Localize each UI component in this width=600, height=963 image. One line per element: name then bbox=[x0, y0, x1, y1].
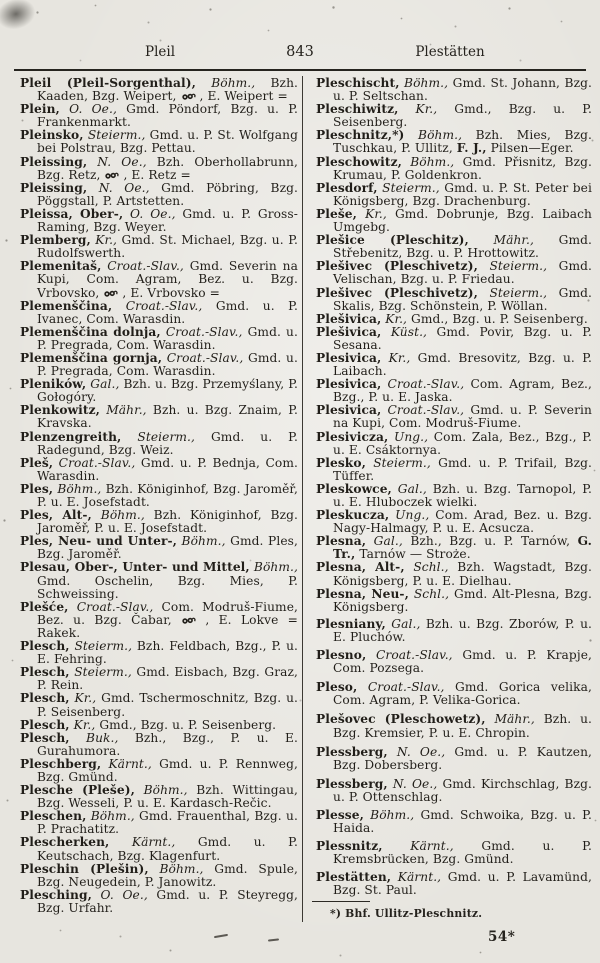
entry-region-abbrev: Croat.-Slav., bbox=[112, 298, 203, 313]
entry-region-abbrev: Croat.-Slav., bbox=[53, 455, 136, 470]
gazetteer-entry bbox=[20, 758, 298, 784]
entry-region-abbrev: Mähr., bbox=[468, 233, 534, 248]
entry-details: Gmd. Střebenitz, Bzg. u. P. Hrottowitz. bbox=[333, 233, 593, 261]
post-horn-icon bbox=[181, 92, 196, 101]
entry-details: Bzh. Königinhof, Bzg. Jaroměř, P. u. E. Josefstadt. bbox=[37, 481, 298, 509]
entry-details: Gmd. u. P. Steyregg, Bzg. Urfahr. bbox=[37, 887, 298, 915]
gazetteer-entry bbox=[20, 889, 298, 915]
gazetteer-entry bbox=[20, 260, 298, 299]
entry-name: Plesko, bbox=[316, 455, 366, 470]
gazetteer-entry bbox=[20, 732, 298, 758]
entry-name: Plesdorf, bbox=[316, 180, 378, 195]
gazetteer-entry bbox=[316, 746, 592, 772]
gazetteer-entry bbox=[316, 352, 592, 378]
entry-region-abbrev: Böhm., bbox=[86, 809, 135, 824]
entry-details: Gmd. u. P. Gross-Raming, Bzg. Weyer. bbox=[37, 206, 298, 235]
gazetteer-entry bbox=[20, 640, 298, 666]
entry-details: Bzh., Bzg. u. P. Tarnów, bbox=[402, 534, 578, 549]
entry-region-abbrev: Croat.-Slav., bbox=[381, 403, 465, 418]
gazetteer-entry bbox=[316, 260, 592, 286]
entry-details: Gmd. Schwoika, Bzg. u. P. Haida. bbox=[333, 807, 592, 836]
entry-region-abbrev: O. Oe., bbox=[91, 887, 148, 902]
gazetteer-entry bbox=[316, 404, 592, 430]
gazetteer-entry bbox=[316, 509, 592, 535]
entry-name: Pleschnitz,*) bbox=[316, 128, 405, 143]
entry-region-abbrev: Croat.-Slav., bbox=[101, 259, 184, 274]
entry-region-abbrev: Kärnt., bbox=[109, 835, 176, 850]
gazetteer-entry bbox=[316, 483, 592, 509]
entry-details: Bzh., Bzg., P. u. E. Gurahumora. bbox=[37, 730, 298, 758]
gazetteer-entry bbox=[20, 156, 298, 182]
entry-details: Bzh. Wittingau, Bzg. Wesseli, P. u. E. Kardasch-Rečic. bbox=[37, 783, 298, 811]
entry-details: Gmd. St. Johann, Bzg. u. P. Seltschan. bbox=[333, 76, 592, 104]
page-number: 843 bbox=[286, 44, 314, 60]
entry-region-abbrev: Schl., bbox=[408, 586, 450, 601]
entry-details: Com. Modruš-Fiume, Bez. u. Bzg. Čabar, bbox=[37, 599, 298, 627]
entry-name: Plestätten, bbox=[316, 870, 392, 885]
entry-name: Pleso, bbox=[316, 680, 358, 695]
gazetteer-entry bbox=[20, 208, 298, 234]
entry-name: Plešovec (Pleschowetz), bbox=[316, 712, 486, 727]
post-horn-icon bbox=[104, 171, 119, 180]
gazetteer-entry bbox=[20, 404, 298, 430]
entry-region-abbrev: Kärnt., bbox=[391, 870, 442, 885]
entry-name: Plesch, bbox=[20, 665, 70, 680]
entry-name: Plesch, bbox=[20, 717, 70, 732]
gazetteer-entry bbox=[316, 840, 592, 866]
gazetteer-entry bbox=[316, 588, 592, 614]
entry-details: , E. Lokve = Rakek. bbox=[37, 612, 298, 640]
entry-details: Gmd. Přisnitz, Bzg. Krumau, P. Goldenkron. bbox=[333, 154, 592, 182]
entry-name: Plemberg, bbox=[20, 233, 91, 248]
entry-region-abbrev: Buk., bbox=[69, 730, 119, 745]
entry-details: Gmd. Povir, Bzg. u. P. Sesana. bbox=[333, 324, 592, 352]
entry-name: Plesivicza, bbox=[316, 429, 389, 444]
entry-name: Pleskowce, bbox=[316, 481, 392, 496]
entry-region-abbrev: Mähr., bbox=[485, 712, 535, 727]
gazetteer-entry bbox=[316, 182, 592, 208]
entry-region-abbrev: Gal., bbox=[86, 377, 120, 392]
entry-details: Gmd. Eisbach, Bzg. Graz, P. Rein. bbox=[37, 665, 298, 693]
gazetteer-entry bbox=[20, 326, 298, 352]
gazetteer-entry bbox=[316, 535, 592, 561]
entry-name: Plessberg, bbox=[316, 744, 388, 759]
entry-region-abbrev: Böhm., bbox=[399, 76, 449, 90]
entry-details: Gmd. Pöndorf, Bzg. u. P. Frankenmarkt. bbox=[37, 102, 298, 130]
entry-region-abbrev: Steierm., bbox=[121, 429, 195, 444]
entry-region-abbrev: Böhm., bbox=[176, 534, 226, 549]
entry-region-abbrev: N. Oe., bbox=[87, 154, 147, 169]
entry-details: , E. Weipert = bbox=[199, 89, 288, 104]
entry-name: Pleschberg, bbox=[20, 756, 102, 771]
footnote-rule bbox=[312, 901, 370, 902]
entry-name: Plessnitz, bbox=[316, 839, 383, 854]
entry-name: Plešivec (Pleschivetz), bbox=[316, 259, 478, 274]
entry-name: Plesna, bbox=[316, 534, 367, 549]
gazetteer-entry bbox=[20, 784, 298, 810]
gazetteer-entry bbox=[20, 457, 298, 483]
gazetteer-entry bbox=[316, 809, 592, 835]
entry-region-abbrev: Kr., bbox=[398, 102, 438, 117]
entry-details: Bzh. u. Bzg. Kremsier, P. u. E. Chropin. bbox=[333, 712, 593, 740]
entry-details: Gmd. u. P. St. Peter bei Königsberg, Bzg. Drachenburg. bbox=[333, 180, 592, 208]
entry-details: Gmd. Kirchschlag, Bzg. u. P. Ottenschlag. bbox=[333, 776, 592, 804]
entry-details: Gmd. u. P. Pregrada, Com. Warasdin. bbox=[37, 350, 298, 379]
gazetteer-entry bbox=[316, 561, 592, 587]
gazetteer-entry bbox=[20, 692, 298, 718]
gazetteer-entry bbox=[20, 535, 298, 561]
entry-details: Gmd. u. P. Rennweg, Bzg. Gmünd. bbox=[37, 756, 298, 784]
entry-name: Pleschischt, bbox=[316, 76, 400, 90]
entry-region-abbrev: Kärnt., bbox=[101, 756, 152, 771]
entry-name: Ples, Neu- und Unter-, bbox=[20, 534, 177, 549]
entry-details: Gmd. Severin na Kupi, Com. Agram, Bez. u. Bzg. Vrbovsko, bbox=[37, 259, 298, 300]
scan-smudge-top-left bbox=[0, 0, 46, 40]
header-rule bbox=[14, 69, 586, 71]
entry-details: Gmd. Bresovitz, Bzg. u. P. Laibach. bbox=[333, 350, 592, 379]
entry-name: Plesna, Neu-, bbox=[316, 586, 409, 601]
gazetteer-entry bbox=[20, 431, 298, 457]
entry-details: Gmd. u. P. Ivanec, Com. Warasdin. bbox=[37, 298, 298, 326]
entry-name: Plenkowitz, bbox=[20, 403, 100, 418]
entry-region-abbrev: Steierm., bbox=[69, 665, 132, 680]
entry-region-abbrev: O. Oe., bbox=[123, 206, 176, 221]
entry-name: Pleissa, Ober-, bbox=[20, 206, 124, 221]
gazetteer-entry bbox=[20, 300, 298, 326]
gazetteer-entry bbox=[316, 326, 592, 352]
post-horn-icon bbox=[181, 616, 196, 625]
entry-name: Plesch, bbox=[20, 730, 70, 745]
gazetteer-entry bbox=[316, 129, 592, 155]
right-column-entries bbox=[316, 77, 592, 898]
gazetteer-entry bbox=[20, 234, 298, 260]
entry-name: Plesche (Pleše), bbox=[20, 783, 135, 798]
gazetteer-entry bbox=[20, 666, 298, 692]
entry-region-abbrev: Böhm., bbox=[363, 807, 415, 822]
entry-name: Plesse, bbox=[316, 807, 364, 822]
entry-details: , E. Vrbovsko = bbox=[122, 285, 220, 300]
entry-name: Plesch, bbox=[20, 691, 70, 706]
entry-name: Ples, Alt-, bbox=[20, 508, 92, 523]
entry-details: Gmd. u. P. St. Wolfgang bei Polstrau, Bzg. Pettau. bbox=[37, 128, 298, 156]
entry-details: Gmd. Alt-Plesna, Bzg. Königsberg. bbox=[333, 586, 592, 614]
entry-name: Pleschiwitz, bbox=[316, 102, 399, 117]
entry-region-abbrev: Gal., bbox=[385, 616, 421, 631]
gazetteer-entry bbox=[20, 601, 298, 640]
entry-name: Pleissing, bbox=[20, 180, 88, 195]
gazetteer-entry bbox=[316, 618, 592, 644]
entry-details: Bzh. Königinhof, Bzg. Jaroměř, P. u. E. Josefstadt. bbox=[37, 508, 298, 536]
entry-details: Bzh. u. Bzg. Przemyślany, P. Gołogóry. bbox=[37, 377, 298, 405]
entry-details: Bzh. u. Bzg. Zborów, P. u. E. Pluchów. bbox=[333, 616, 592, 644]
entry-details: Bzh. Oberhollabrunn, Bzg. Retz, bbox=[37, 154, 298, 182]
entry-region-abbrev: Kr., bbox=[90, 233, 118, 248]
entry-region-abbrev: Kr., bbox=[69, 691, 97, 706]
entry-region-abbrev: Steierm., bbox=[69, 639, 133, 654]
entry-details: Gmd. u. P. Radegund, Bzg. Weiz. bbox=[37, 429, 298, 457]
entry-region-abbrev: O. Oe., bbox=[59, 102, 117, 117]
entry-region-abbrev: Ung., bbox=[389, 508, 430, 523]
entry-region-abbrev: Steierm., bbox=[83, 128, 146, 143]
entry-name: Plemenščina gornja, bbox=[20, 350, 163, 365]
ink-mark bbox=[268, 938, 279, 941]
entry-details: Gmd. Dobrunje, Bzg. Laibach Umgebg. bbox=[333, 206, 592, 235]
entry-region-abbrev: Schl., bbox=[404, 560, 449, 575]
entry-details: Gmd. Ples, Bzg. Jaroměř. bbox=[37, 534, 298, 562]
entry-details: Gmd. u. P. Keutschach, Bzg. Klagenfurt. bbox=[37, 835, 298, 863]
gazetteer-entry bbox=[316, 77, 592, 103]
entry-name: Plešće, bbox=[20, 599, 69, 614]
entry-details: Gmd. Velischan, Bzg. u. P. Friedau. bbox=[333, 259, 593, 287]
entry-details: , E. Retz = bbox=[123, 167, 191, 182]
entry-name: Plesch, bbox=[20, 639, 70, 654]
entry-name: Plešivec (Pleschivetz), bbox=[316, 285, 478, 300]
entry-name: G. Tr., bbox=[333, 534, 592, 562]
ink-mark bbox=[214, 934, 228, 938]
entry-name: Plešice (Pleschitz), bbox=[316, 233, 469, 248]
footnote-text: *) Bhf. Ullitz-Pleschnitz. bbox=[330, 907, 483, 920]
entry-region-abbrev: Steierm., bbox=[365, 455, 431, 470]
gazetteer-entry bbox=[20, 103, 298, 129]
scan-noise bbox=[0, 0, 1, 1]
entry-details: Gmd. u. P. Kremsbrücken, Bzg. Gmünd. bbox=[333, 839, 592, 867]
gazetteer-entry bbox=[316, 103, 592, 129]
gazetteer-entry bbox=[20, 129, 298, 155]
entry-region-abbrev: Gal., bbox=[391, 481, 427, 496]
entry-details: Gmd. Skalis, Bzg. Schönstein, P. Wöllan. bbox=[333, 285, 593, 313]
entry-name: Plemenitaš, bbox=[20, 259, 102, 274]
entry-details: Bzh. u. Bzg. Tarnopol, P. u. E. Hluboczek wielki. bbox=[333, 481, 592, 509]
entry-region-abbrev: Böhm., bbox=[195, 76, 256, 90]
gazetteer-entry bbox=[316, 287, 592, 313]
entry-details: Gmd. u. P. Krapje, Com. Pozsega. bbox=[333, 648, 592, 676]
running-head-right-keyword: Plestätten bbox=[415, 44, 485, 60]
entry-region-abbrev: Croat.-Slav., bbox=[162, 350, 244, 365]
entry-region-abbrev: Ung., bbox=[388, 429, 429, 444]
gazetteer-entry bbox=[20, 863, 298, 889]
entry-details: Gmd. Tschermoschnitz, Bzg. u. P. Seisenberg. bbox=[37, 691, 299, 719]
gazetteer-entry bbox=[316, 457, 592, 483]
entry-name: Plesau, Ober-, Unter- und Mittel, bbox=[20, 560, 250, 575]
gazetteer-entry bbox=[316, 208, 592, 234]
entry-region-abbrev: Böhm., bbox=[53, 481, 102, 496]
entry-region-abbrev: Küst., bbox=[381, 324, 428, 339]
gazetteer-entry bbox=[20, 836, 298, 862]
entry-name: Plemenščina dolnja, bbox=[20, 324, 161, 339]
entry-details: Gmd. Pöbring, Bzg. Pöggstall, P. Artstetten. bbox=[37, 180, 298, 208]
column-divider-rule bbox=[302, 76, 303, 922]
gazetteer-entry bbox=[20, 378, 298, 404]
entry-details: Bzh. Wagstadt, Bzg. Königsberg, P. u. E. Dielhau. bbox=[333, 560, 592, 588]
entry-name: Plenzengreith, bbox=[20, 429, 122, 444]
gazetteer-entry bbox=[20, 561, 298, 600]
entry-details: Com. Zala, Bez., Bzg., P. u. E. Csáktornya. bbox=[333, 429, 592, 457]
entry-name: Pleinsko, bbox=[20, 128, 84, 143]
entry-name: Pleše, bbox=[316, 206, 358, 221]
gazetteer-entry bbox=[20, 352, 298, 378]
entry-region-abbrev: Gal., bbox=[366, 534, 403, 549]
entry-region-abbrev: Croat.-Slav., bbox=[357, 680, 445, 695]
left-column-entries bbox=[20, 77, 298, 915]
entry-details: Gmd. u. P. Severin na Kupi, Com. Modruš-Fiume. bbox=[333, 403, 592, 431]
entry-region-abbrev: Kr., bbox=[381, 350, 411, 365]
entry-name: Plesivica, bbox=[316, 403, 382, 418]
sheet-signature: 54* bbox=[488, 929, 516, 945]
entry-details: Pilsen—Eger. bbox=[486, 141, 574, 156]
entry-details: Bzh. Kaaden, Bzg. Weipert, bbox=[37, 76, 299, 104]
gazetteer-entry bbox=[316, 156, 592, 182]
entry-name: Plesching, bbox=[20, 887, 92, 902]
gazetteer-entry bbox=[316, 871, 592, 897]
entry-name: Plemenščina, bbox=[20, 298, 113, 313]
entry-region-abbrev: Kärnt., bbox=[382, 839, 454, 854]
entry-name: Plessberg, bbox=[316, 776, 388, 791]
gazetteer-entry bbox=[316, 234, 592, 260]
entry-name: F. J., bbox=[456, 141, 487, 156]
entry-name: Plešivica, bbox=[316, 311, 382, 326]
entry-name: Pleschin (Plešin), bbox=[20, 861, 149, 876]
entry-region-abbrev: N. Oe., bbox=[387, 776, 438, 791]
entry-region-abbrev: Kr., bbox=[69, 717, 96, 732]
gazetteer-entry bbox=[316, 431, 592, 457]
gazetteer-entry bbox=[316, 378, 592, 404]
entry-region-abbrev: Böhm., bbox=[249, 560, 298, 575]
entry-details: Gmd. Frauenthal, Bzg. u. P. Prachatitz. bbox=[37, 809, 298, 837]
entry-details: Com. Arad, Bez. u. Bzg. Nagy-Halmagy, P. u. E. Acsucza. bbox=[333, 508, 592, 536]
entry-name: Pleš, bbox=[20, 455, 54, 470]
entry-region-abbrev: Mähr., bbox=[100, 403, 147, 418]
entry-details: Gmd. u. P. Kautzen, Bzg. Dobersberg. bbox=[333, 744, 593, 772]
entry-details: Gmd. Oschelin, Bzg. Mies, P. Schweissing. bbox=[37, 573, 298, 601]
post-horn-icon bbox=[103, 289, 118, 298]
gazetteer-entry bbox=[20, 483, 298, 509]
gazetteer-entry bbox=[316, 778, 592, 804]
entry-region-abbrev: Steierm., bbox=[477, 259, 548, 274]
entry-name: Pleschowitz, bbox=[316, 154, 402, 169]
gazetteer-entry bbox=[316, 649, 592, 675]
entry-details: Gmd., Bzg. u. P. Seisenberg. bbox=[95, 717, 277, 732]
entry-name: Pleskucza, bbox=[316, 508, 390, 523]
entry-name: Plesniany, bbox=[316, 616, 386, 631]
entry-details: Gmd. Spule, Bzg. Neugedein, P. Janowitz. bbox=[37, 861, 298, 889]
entry-region-abbrev: Böhm., bbox=[91, 508, 145, 523]
gazetteer-entry bbox=[316, 713, 592, 739]
entry-details: Bzh. Mies, Bzg. Tuschkau, P. Ullitz, bbox=[333, 128, 592, 156]
entry-details: Bzh. Feldbach, Bzg., P. u. E. Fehring. bbox=[37, 639, 298, 667]
running-head-left-keyword: Pleil bbox=[144, 44, 176, 60]
entry-name: Plesno, bbox=[316, 648, 367, 663]
entry-region-abbrev: Kr., bbox=[381, 311, 408, 326]
entry-name: Pleissing, bbox=[20, 154, 88, 169]
gazetteer-entry bbox=[20, 182, 298, 208]
entry-region-abbrev: Kr., bbox=[357, 206, 387, 221]
running-head bbox=[0, 44, 600, 64]
entry-name: Plesivica, bbox=[316, 350, 382, 365]
entry-name: Pleschen, bbox=[20, 809, 87, 824]
entry-name: Ples, bbox=[20, 481, 54, 496]
entry-details: Bzh. u. Bzg. Znaim, P. Kravska. bbox=[37, 403, 299, 431]
entry-details: Gmd. St. Michael, Bzg. u. P. Rudolfswerth. bbox=[37, 233, 299, 261]
entry-name: Plesna, Alt-, bbox=[316, 560, 405, 575]
entry-name: Plesivica, bbox=[316, 377, 382, 392]
gazetteer-entry bbox=[20, 77, 298, 103]
entry-region-abbrev: Böhm., bbox=[404, 128, 463, 143]
entry-details: Gmd. Gorica velika, Com. Agram, P. Velika-Gorica. bbox=[333, 680, 592, 708]
entry-details: Gmd., Bzg. u. P. Seisenberg. bbox=[333, 102, 593, 130]
entry-details: Gmd., Bzg. u. P. Seisenberg. bbox=[407, 311, 588, 326]
entry-region-abbrev: Böhm., bbox=[148, 861, 204, 876]
gazetteer-entry bbox=[20, 810, 298, 836]
entry-name: Pleil (Pleil-Sorgenthal), bbox=[20, 76, 196, 90]
entry-name: Plescherken, bbox=[20, 835, 110, 850]
entry-region-abbrev: Croat.-Slav., bbox=[160, 324, 243, 339]
entry-name: Pleników, bbox=[20, 377, 87, 392]
entry-region-abbrev: Steierm., bbox=[377, 180, 440, 195]
entry-region-abbrev: Böhm., bbox=[401, 154, 455, 169]
entry-details: Gmd. u. P. Bednja, Com. Warasdin. bbox=[37, 455, 298, 483]
entry-details: Gmd. u. P. Lavamünd, Bzg. St. Paul. bbox=[333, 870, 592, 898]
entry-details: Gmd. u. P. Trifail, Bzg. Tüffer. bbox=[333, 455, 592, 483]
entry-details: Tarnów — Stroże. bbox=[355, 547, 471, 562]
gazetteer-entry bbox=[20, 509, 298, 535]
entry-region-abbrev: N. Oe., bbox=[87, 180, 150, 195]
gazetteer-entry bbox=[316, 681, 592, 707]
entry-details: Gmd. u. P. Pregrada, Com. Warasdin. bbox=[37, 324, 298, 352]
entry-name: Plein, bbox=[20, 102, 60, 117]
entry-name: Plešivica, bbox=[316, 324, 382, 339]
entry-region-abbrev: Croat.-Slav., bbox=[366, 648, 453, 663]
entry-region-abbrev: Böhm., bbox=[134, 783, 188, 798]
entry-region-abbrev: N. Oe., bbox=[387, 744, 446, 759]
entry-region-abbrev: Croat.-Slav., bbox=[68, 599, 154, 614]
entry-region-abbrev: Steierm., bbox=[477, 285, 548, 300]
entry-details: Com. Agram, Bez., Bzg., P. u. E. Jaska. bbox=[333, 377, 592, 405]
entry-region-abbrev: Croat.-Slav., bbox=[381, 377, 465, 392]
